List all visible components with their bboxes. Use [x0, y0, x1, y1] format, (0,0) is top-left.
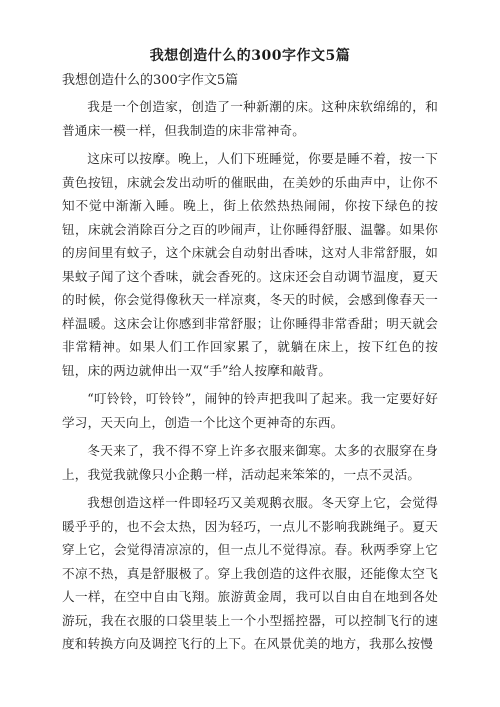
paragraph-1: 我是一个创造家，创造了一种新潮的床。这种床软绵绵的，和普通床一模一样，但我制造的床非常神奇。: [62, 99, 438, 138]
paragraph-3: “叮铃铃，叮铃铃”，闹钟的铃声把我叫了起来。我一定要好好学习，天天向上，创造一个比这个更神奇的东西。: [62, 391, 438, 430]
essay-body: [62, 95, 438, 661]
document-title: 我想创造什么的300字作文5篇: [149, 48, 351, 64]
document-subtitle: 我想创造什么的300字作文5篇: [62, 73, 239, 88]
paragraph-2: 这床可以按摩。晚上，人们下班睡觉，你要是睡不着，按一下黄色按钮，床就会发出动听的催眠曲，在美妙的乐曲声中，让你不知不觉中渐渐入睡。晚上，街上依然热热闹闹，你按下绿色的按钮，床就会消除百分之百的吵闹声，让你睡得舒服、温馨。如果你的房间里有蚊子，这个床就会自动射出香味，这对人非常舒服，如果蚊子闻了这个香味，就会香死的。这床还会自动调节温度，夏天的时候，你会觉得像秋天一样凉爽，冬天的时候，会感到像春天一样温暖。这床会让你感到非常舒服；让你睡得非常香甜；明天就会非常精神。如果人们工作回家累了，就躺在床上，按下红色的按钮，床的两边就伸出一双“手”给人按摩和敲背。: [62, 151, 438, 378]
paragraph-5: 我想创造这样一件即轻巧又美观鹅衣服。冬天穿上它，会觉得暖乎乎的，也不会太热，因为轻巧，一点儿不影响我跳绳子。夏天穿上它，会觉得清凉凉的，但一点儿不觉得凉。春。秋两季穿上它不凉不热，真是舒服极了。穿上我创造的这件衣服，还能像太空飞人一样，在空中自由飞翔。旅游黄金周，我可以自由自在地到各处游玩，我在衣服的口袋里装上一个小型摇控器，可以控制飞行的速度和转换方向及调控飞行的上下。在风景优美的地方，我那么按慢: [62, 495, 438, 651]
paragraph-4: 冬天来了，我不得不穿上许多衣服来御寒。太多的衣服穿在身上，我觉我就像只小企鹅一样，活动起来笨笨的，一点不灵活。: [62, 443, 438, 482]
